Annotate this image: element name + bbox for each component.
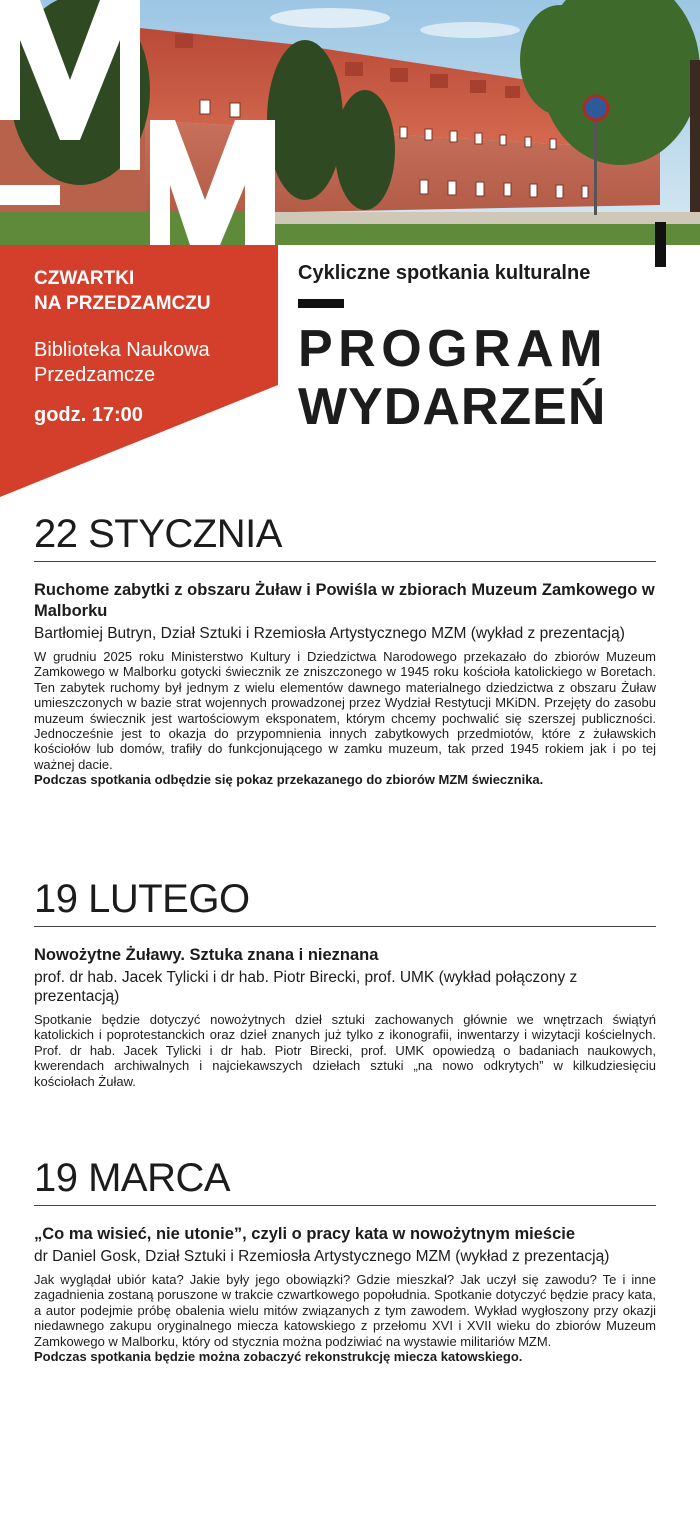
event-title: Nowożytne Żuławy. Sztuka znana i nieznana (34, 946, 379, 964)
page-title-line-2: WYDARZEŃ (298, 378, 607, 436)
event-january (34, 512, 656, 788)
event-date: 19 LUTEGO (34, 877, 250, 921)
event-description: W grudniu 2025 roku Ministerstwo Kultury i Dziedzictwa Narodowego przekazało do zbiorów Muzeum Zamkowego w Malborku gotycki świecznik ze zniszczonego w 1945 roku kościoła katolickiego w Boretach. Ten zabytek ruchomy był jednym z wielu elementów dawnego materialnego dziedzictwa z obszaru Żuław umieszczonych w bazie strat wojennych prowadzonej przez Wydział Restytucji MKiDN. Przejęty do zasobu muzeum świecznik jest wartościowym eksponatem, którym chcemy pochwalić się szerszej publiczności. Jednocześnie jest to okazja do przypomnienia innych zabytkowych przedmiotów, które z żuławskich kościołów lub domów, trafiły do funkcjonującego w zamku muzeum, tak przed 1945 rokiem jak i po tej ważnej dacie. (34, 649, 656, 772)
series-name-line-2: NA PRZEDZAMCZU (34, 293, 211, 314)
divider (34, 1205, 656, 1206)
divider (34, 926, 656, 927)
event-speaker: dr Daniel Gosk, Dział Sztuki i Rzemiosła Artystycznego MZM (wykład z prezentacją) (34, 1248, 610, 1265)
venue (34, 338, 274, 388)
event-march (34, 1156, 656, 1364)
castle-forecourt-illustration (0, 0, 700, 245)
event-note: Podczas spotkania odbędzie się pokaz przekazanego do zbiorów MZM świecznika. (34, 772, 544, 788)
page-title (298, 320, 608, 436)
event-description: Jak wyglądał ubiór kata? Jakie były jego obowiązki? Gdzie mieszkał? Jak uczył się zawodu? Te i inne zagadnienia zostaną poruszone w trakcie czwartkowego popołudnia. Spotkanie dotyczyć będzie pracy kata, a autor podejmie próbę obalenia wielu mitów związanych z tym zawodem. Wykład wygłoszony przy okazji niedawnego zakupu oryginalnego miecza katowskiego z przełomu XVI i XVII wieku do zbiorów Muzeum Zamkowego w Malborku, który od stycznia można podziwiać na wystawie militariów MZM. (34, 1272, 656, 1349)
event-speaker: Bartłomiej Butryn, Dział Sztuki i Rzemiosła Artystycznego MZM (wykład z prezentacją) (34, 625, 625, 642)
event-date: 22 STYCZNIA (34, 512, 282, 556)
event-description: Spotkanie będzie dotyczyć nowożytnych dzieł sztuki zachowanych głównie we wnętrzach świątyń katolickich i poprotestanckich oraz dzieł znanych już tylko z ikonografii, inwentarzy i wizytacji kościelnych. Prof. dr hab. Jacek Tylicki i dr hab. Piotr Birecki, prof. UMK opowiedzą o badaniach naukowych, kwerendach archiwalnych i najciekawszych dziełach sztuki „na nowo odkrytych” w kilkudziesięciu kościołach Żuław. (34, 1012, 656, 1089)
hero-photo (0, 0, 700, 245)
series-name (34, 266, 274, 316)
event-note: Podczas spotkania będzie można zobaczyć rekonstrukcję miecza katowskiego. (34, 1349, 523, 1365)
venue-line-2: Przedzamcze (34, 364, 156, 386)
event-time: godz. 17:00 (34, 404, 143, 426)
event-title: „Co ma wisieć, nie utonie”, czyli o pracy kata w nowożytnym mieście (34, 1225, 576, 1243)
divider (34, 561, 656, 562)
page-title-line-1: PROGRAM (298, 320, 609, 378)
event-date: 19 MARCA (34, 1156, 231, 1200)
heading-dash (298, 299, 344, 308)
event-speaker: prof. dr hab. Jacek Tylicki i dr hab. Piotr Birecki, prof. UMK (wykład połączony z prezentacją) (34, 969, 578, 1005)
venue-line-1: Biblioteka Naukowa (34, 339, 210, 361)
subtitle: Cykliczne spotkania kulturalne (298, 262, 591, 284)
event-title: Ruchome zabytki z obszaru Żuław i Powiśla w zbiorach Muzeum Zamkowego w Malborku (34, 581, 655, 620)
decorative-bar (655, 222, 666, 267)
event-february (34, 877, 656, 1089)
series-name-line-1: CZWARTKI (34, 268, 135, 289)
